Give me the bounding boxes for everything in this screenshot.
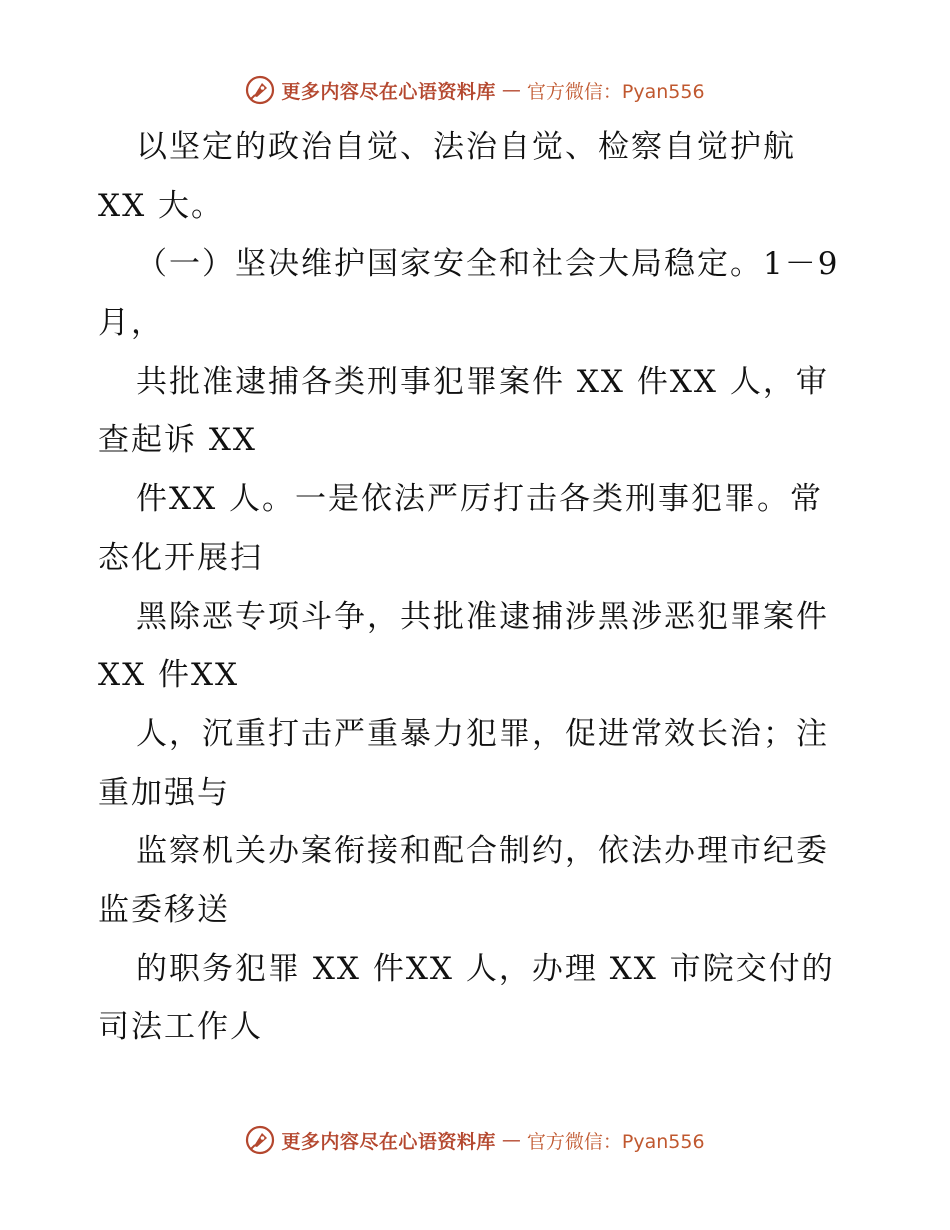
watermark-wechat-text: 官方微信：Pyan556	[526, 80, 705, 103]
watermark-wechat-text: 官方微信：Pyan556	[526, 1130, 705, 1153]
text-line: 监委移送	[98, 891, 230, 928]
text-line: 查起诉 XX	[98, 422, 257, 459]
text-line: 监察机关办案衔接和配合制约，依法办理市纪委	[136, 833, 829, 870]
text-line: 共批准逮捕各类刑事犯罪案件 XX 件XX 人，审	[136, 363, 829, 400]
watermark-dash: —	[501, 79, 521, 101]
text-line: 的职务犯罪 XX 件XX 人，办理 XX 市院交付的	[136, 950, 835, 987]
watermark-brand-text: 更多内容尽在心语资料库	[281, 80, 496, 103]
pen-nib-circle-icon	[245, 75, 275, 105]
watermark-brand-text: 更多内容尽在心语资料库	[281, 1130, 496, 1153]
text-line: 黑除恶专项斗争，共批准逮捕涉黑涉恶犯罪案件	[136, 598, 829, 635]
text-line: 态化开展扫	[98, 539, 263, 576]
watermark-dash: —	[501, 1129, 521, 1151]
text-line: 司法工作人	[98, 1009, 263, 1046]
footer-watermark	[0, 1122, 950, 1158]
header-watermark	[0, 72, 950, 108]
document-body	[98, 118, 858, 1057]
text-line: 月，	[98, 305, 164, 342]
text-line: 以坚定的政治自觉、法治自觉、检察自觉护航	[136, 129, 796, 165]
pen-nib-circle-icon	[245, 1125, 275, 1155]
text-line: 重加强与	[98, 774, 230, 811]
text-line: （一）坚决维护国家安全和社会大局稳定。1－9	[136, 246, 840, 283]
text-line: XX 大。	[98, 187, 224, 224]
text-line: XX 件XX	[98, 657, 240, 694]
text-line: 件XX 人。一是依法严厉打击各类刑事犯罪。常	[136, 481, 823, 518]
text-line: 人，沉重打击严重暴力犯罪，促进常效长治；注	[136, 715, 829, 752]
